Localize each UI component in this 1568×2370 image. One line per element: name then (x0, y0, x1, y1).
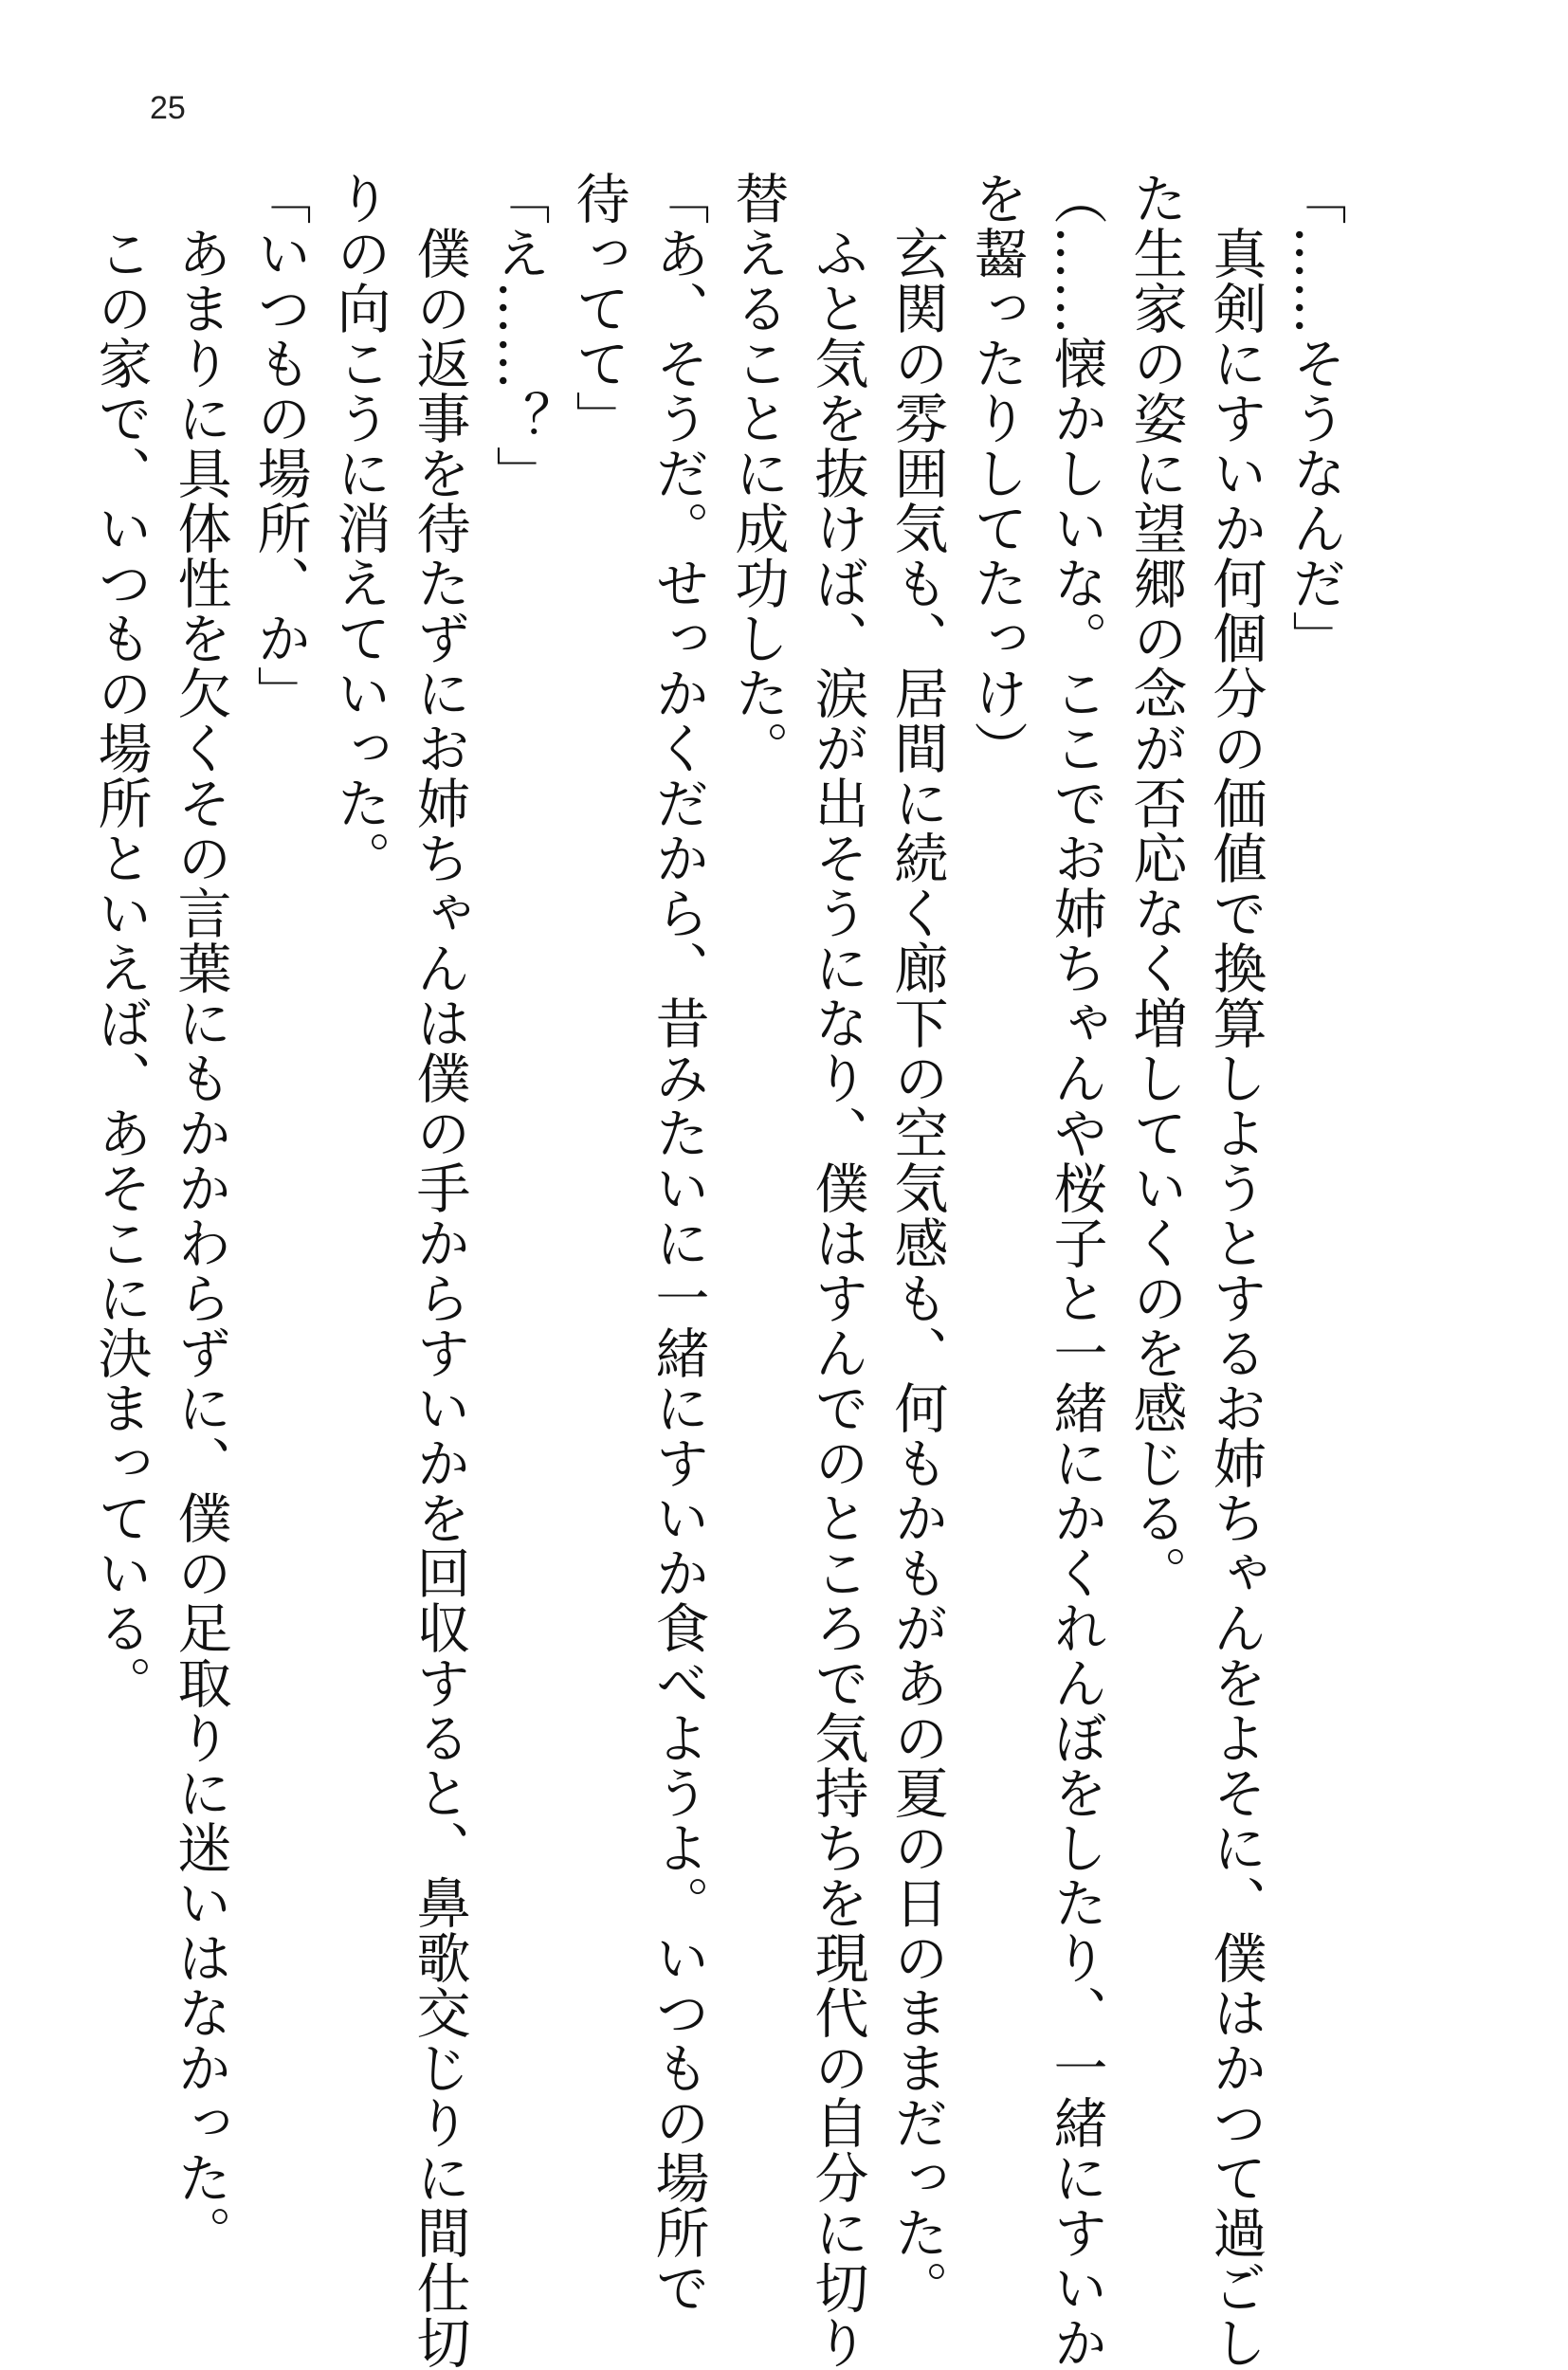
text-line: 真剣にすいか何個分の価値で換算しようとするお姉ちゃんをよそに、僕はかつて過ごし (1204, 171, 1267, 2370)
text-line: 「……そうなんだ」 (1284, 171, 1346, 665)
text-line: 「え……？」 (487, 171, 550, 501)
text-line: 「あ、そうだ。せっかくだから、昔みたいに一緒にすいか食べようよ。いつもの場所で (647, 171, 709, 2315)
text-line: 替えることに成功した。 (726, 171, 789, 775)
text-line: この家で、いつもの場所といえば、あそこに決まっている。 (89, 171, 152, 1710)
page-number: 25 (150, 90, 186, 126)
body-text (81, 171, 1355, 2370)
text-line: 待ってて」 (567, 171, 629, 446)
text-line: あまりに具体性を欠くその言葉にもかかわらずに、僕の足取りに迷いはなかった。 (169, 171, 231, 2260)
text-line: りの向こうに消えていった。 (328, 171, 391, 885)
text-line: 「いつもの場所、か」 (248, 171, 311, 720)
text-line: 玄関の雰囲気も、居間に続く廊下の空気感も、何もかもがあの夏の日のままだった。 (885, 171, 948, 2315)
text-line: た生家の姿に望郷の念が否応なく増していくのを感じる。 (1124, 171, 1187, 1600)
text-line: 僕の返事を待たずにお姉ちゃんは僕の手からすいかを回収すると、鼻歌交じりに間仕切 (408, 171, 470, 2370)
text-line: ふと気を抜けば、涙が出そうになり、僕はすんでのところで気持ちを現代の自分に切り (806, 171, 868, 2370)
text-line: を齧ったりしてたっけ） (965, 171, 1028, 775)
text-line: （……懐かしいな。ここでお姉ちゃんや桜子と一緒にかくれんぼをしたり、一緒にすいか (1045, 171, 1107, 2370)
